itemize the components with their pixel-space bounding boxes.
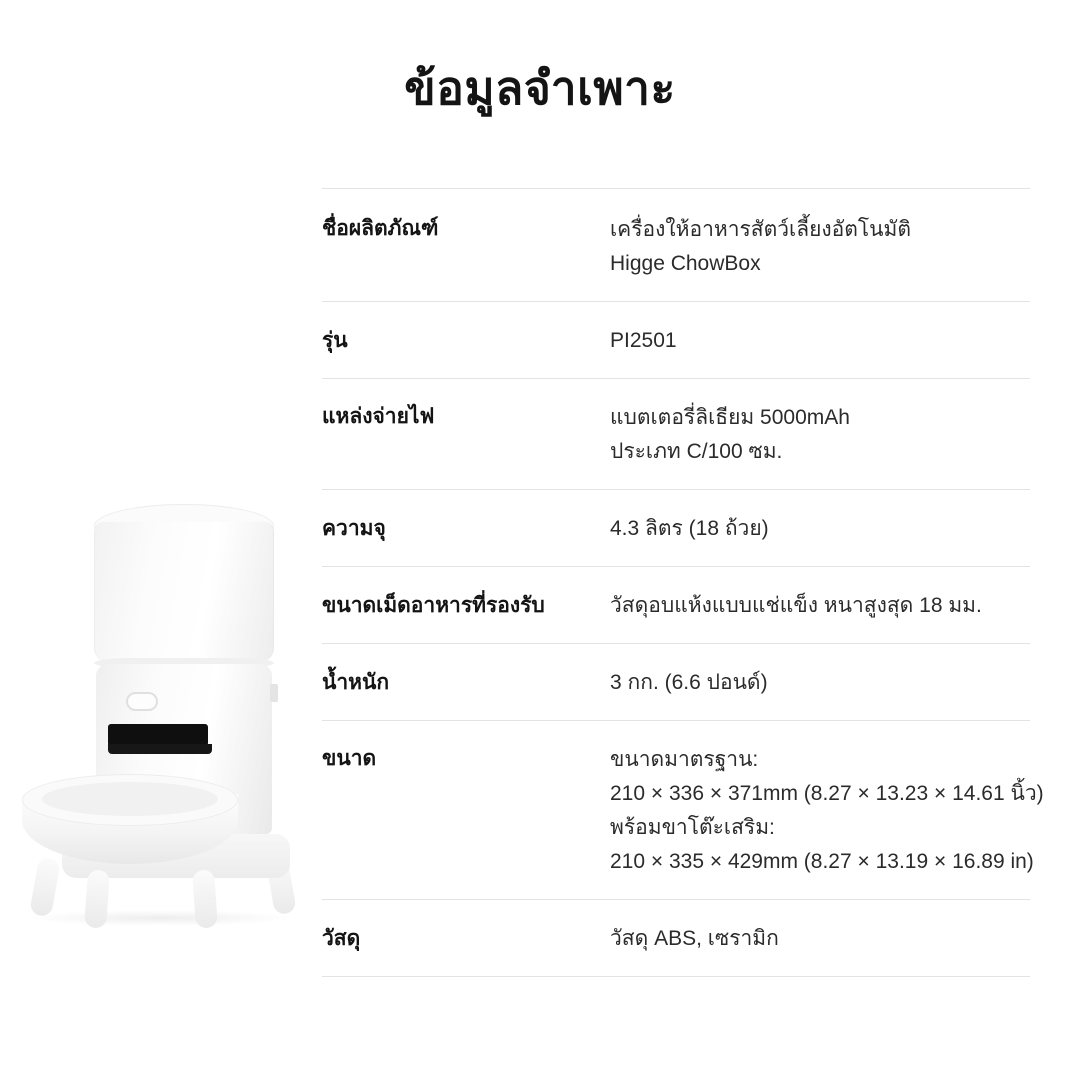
feeder-side-vent: [270, 684, 278, 702]
spec-label: ความจุ: [322, 517, 386, 541]
table-row: [322, 302, 1030, 379]
feeder-leg: [192, 869, 218, 928]
spec-value-line: ขนาดมาตรฐาน:: [610, 748, 759, 772]
spec-value-line: 210 × 336 × 371mm (8.27 × 13.23 × 14.61 นิ้ว): [610, 782, 1044, 806]
spec-value: [610, 666, 1030, 700]
spec-value-line: 4.3 ลิตร (18 ถ้วย): [610, 517, 769, 541]
feeder-food-outlet: [108, 724, 208, 746]
spec-value-line: Higge ChowBox: [610, 252, 761, 276]
automatic-pet-feeder-illustration: [8, 486, 328, 956]
spec-label: รุ่น: [322, 329, 348, 353]
spec-value: [610, 324, 1030, 358]
feeder-bowl-inner: [42, 782, 218, 816]
spec-value: [610, 743, 1044, 879]
spec-label: แหล่งจ่ายไฟ: [322, 405, 435, 429]
page-title: ข้อมูลจำเพาะ: [404, 62, 676, 114]
spec-value-line: 210 × 335 × 429mm (8.27 × 13.19 × 16.89 in): [610, 850, 1034, 874]
table-row: [322, 567, 1030, 644]
spec-value: [610, 922, 1030, 956]
spec-value-line: PI2501: [610, 329, 677, 353]
spec-value: [610, 589, 1030, 623]
specifications-table: [322, 188, 1044, 977]
spec-value: [610, 401, 1030, 469]
table-row: [322, 721, 1044, 900]
feeder-power-button: [126, 692, 158, 711]
table-row: [322, 490, 1030, 567]
feeder-hopper-body: [94, 522, 274, 662]
table-row: [322, 900, 1030, 977]
feeder-food-outlet-lower: [108, 744, 212, 754]
feeder-leg: [29, 857, 61, 918]
spec-value-line: พร้อมขาโต๊ะเสริม:: [610, 816, 775, 840]
spec-label: ขนาด: [322, 747, 377, 771]
spec-value-line: แบตเตอรี่ลิเธียม 5000mAh: [610, 406, 850, 430]
spec-value: [610, 512, 1030, 546]
table-row: [322, 188, 1030, 302]
spec-value: [610, 213, 1030, 281]
spec-value-line: 3 กก. (6.6 ปอนด์): [610, 671, 768, 695]
feeder-leg: [84, 869, 110, 928]
spec-label: น้ำหนัก: [322, 671, 390, 695]
spec-value-line: เครื่องให้อาหารสัตว์เลี้ยงอัตโนมัติ: [610, 218, 912, 241]
table-row: [322, 644, 1030, 721]
spec-label: วัสดุ: [322, 927, 361, 951]
spec-label: ขนาดเม็ดอาหารที่รองรับ: [322, 594, 545, 618]
table-row: [322, 379, 1030, 490]
spec-value-line: วัสดุ ABS, เซรามิก: [610, 927, 779, 951]
spec-value-line: ประเภท C/100 ซม.: [610, 440, 783, 464]
spec-label: ชื่อผลิตภัณฑ์: [322, 217, 439, 240]
product-shadow: [26, 910, 294, 926]
spec-value-line: วัสดุอบแห้งแบบแช่แข็ง หนาสูงสุด 18 มม.: [610, 594, 982, 618]
